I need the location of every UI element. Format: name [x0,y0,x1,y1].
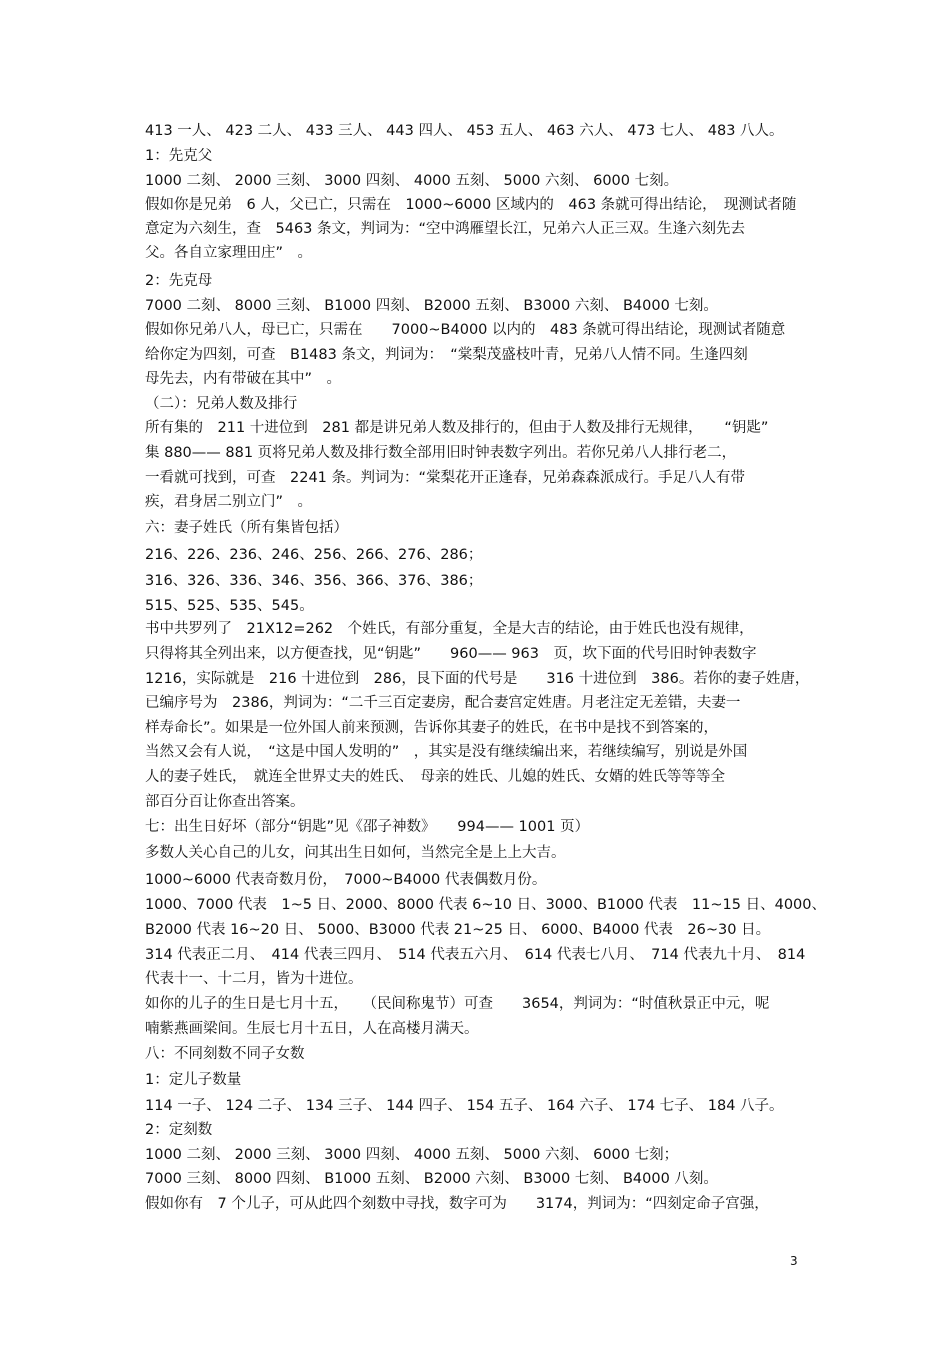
text-line: 314 代表正二月、 414 代表三四月、 514 代表五六月、 614 代表七八月、 714 代表九十月、 814 [145,947,806,963]
text-line: 样寿命长”。如果是一位外国人前来预测，告诉你其妻子的姓氏，在书中是找不到答案的， [145,720,719,736]
text-line: 316、326、336、346、356、366、376、386； [145,573,483,589]
text-line: 7000 二刻、 8000 三刻、 B1000 四刻、 B2000 五刻、 B3000 六刻、 B4000 七刻。 [145,298,718,314]
text-line: 母先去，内有带破在其中” 。 [145,371,342,387]
text-line: B2000 代表 16~20 日、 5000、B3000 代表 21~25 日、 6000、B4000 代表 26~30 日。 [145,922,771,938]
text-line: 1：先克父 [145,148,213,164]
text-line: 代表十一、十二月，皆为十进位。 [145,971,363,987]
text-line: 书中共罗列了 21X12=262 个姓氏，有部分重复，全是大吉的结论，由于姓氏也没有规律， [145,621,754,637]
text-line: 喃紫燕画梁间。生辰七月十五日，人在高楼月满天。 [145,1021,479,1037]
text-line: 1000、7000 代表 1~5 日、2000、8000 代表 6~10 日、3000、B1000 代表 11~15 日、4000、 [145,897,826,913]
text-line: 给你定为四刻，可查 B1483 条文，判词为： “棠梨茂盛枝叶青，兄弟八人情不同。生逢四刻 [145,347,748,363]
text-line: 意定为六刻生，查 5463 条文，判词为：“空中鸿雁望长江，兄弟六人正三双。生逢六刻先去 [145,221,746,237]
text-line: 集 880—— 881 页将兄弟人数及排行数全部用旧时钟表数字列出。若你兄弟八人排行老二， [145,445,737,461]
text-line: 1000 二刻、 2000 三刻、 3000 四刻、 4000 五刻、 5000 六刻、 6000 七刻。 [145,173,679,189]
text-line: 2：先克母 [145,273,213,289]
text-line: 已编序号为 2386，判词为：“二千三百定妻房，配合妻宫定姓唐。月老注定无差错，夫妻一 [145,695,741,711]
text-line: 如你的儿子的生日是七月十五， （民间称鬼节）可查 3654，判词为：“时值秋景正中元，呢 [145,996,770,1012]
text-line: 7000 三刻、 8000 四刻、 B1000 五刻、 B2000 六刻、 B3000 七刻、 B4000 八刻。 [145,1171,718,1187]
text-line: 六：妻子姓氏（所有集皆包括） [145,520,348,536]
text-line: 1000 二刻、 2000 三刻、 3000 四刻、 4000 五刻、 5000 六刻、 6000 七刻； [145,1147,679,1163]
text-line: 假如你兄弟八人，母已亡，只需在 7000~B4000 以内的 483 条就可得出结论，现测试者随意 [145,322,786,338]
text-line: 只得将其全列出来，以方便查找，见“钥匙” 960—— 963 页，坎下面的代号旧时钟表数字 [145,646,757,662]
text-line: 2：定刻数 [145,1122,213,1138]
text-line: 1：定儿子数量 [145,1072,242,1088]
text-line: 515、525、535、545。 [145,598,314,614]
text-line: 假如你有 7 个儿子，可从此四个刻数中寻找，数字可为 3174，判词为：“四刻定命子宫强， [145,1196,769,1212]
text-line: 1216，实际就是 216 十进位到 286，艮下面的代号是 316 十进位到 386。若你的妻子姓唐， [145,671,810,687]
text-line: 多数人关心自己的儿女，问其出生日如何，当然完全是上上大吉。 [145,845,566,861]
text-line: 1000~6000 代表奇数月份， 7000~B4000 代表偶数月份。 [145,872,547,888]
text-line: 七：出生日好坏（部分“钥匙”见《邵子神数》 994—— 1001 页） [145,819,590,835]
text-line: 所有集的 211 十进位到 281 都是讲兄弟人数及排行的，但由于人数及排行无规律， “钥匙” [145,420,769,436]
text-line: 假如你是兄弟 6 人，父已亡，只需在 1000~6000 区域内的 463 条就可得出结论， 现测试者随 [145,197,797,213]
text-line: （二）：兄弟人数及排行 [145,396,298,412]
page-number: 3 [790,1254,798,1268]
text-line: 疾，君身居二别立门” 。 [145,494,313,510]
text-line: 当然又会有人说， “这是中国人发明的” ，其实是没有继续编出来，若继续编写，别说是外国 [145,744,748,760]
text-line: 413 一人、 423 二人、 433 三人、 443 四人、 453 五人、 463 六人、 473 七人、 483 八人。 [145,123,784,139]
text-line: 114 一子、 124 二子、 134 三子、 144 四子、 154 五子、 164 六子、 174 七子、 184 八子。 [145,1098,784,1114]
text-line: 人的妻子姓氏， 就连全世界丈夫的姓氏、 母亲的姓氏、儿媳的姓氏、女婿的姓氏等等等全 [145,769,725,785]
text-line: 216、226、236、246、256、266、276、286； [145,547,483,563]
text-line: 一看就可找到，可查 2241 条。判词为：“棠梨花开正逢春，兄弟森森派成行。手足八人有带 [145,470,746,486]
text-line: 八：不同刻数不同子女数 [145,1046,305,1062]
text-line: 部百分百让你查出答案。 [145,794,305,810]
text-line: 父。各自立家理田庄” 。 [145,245,313,261]
